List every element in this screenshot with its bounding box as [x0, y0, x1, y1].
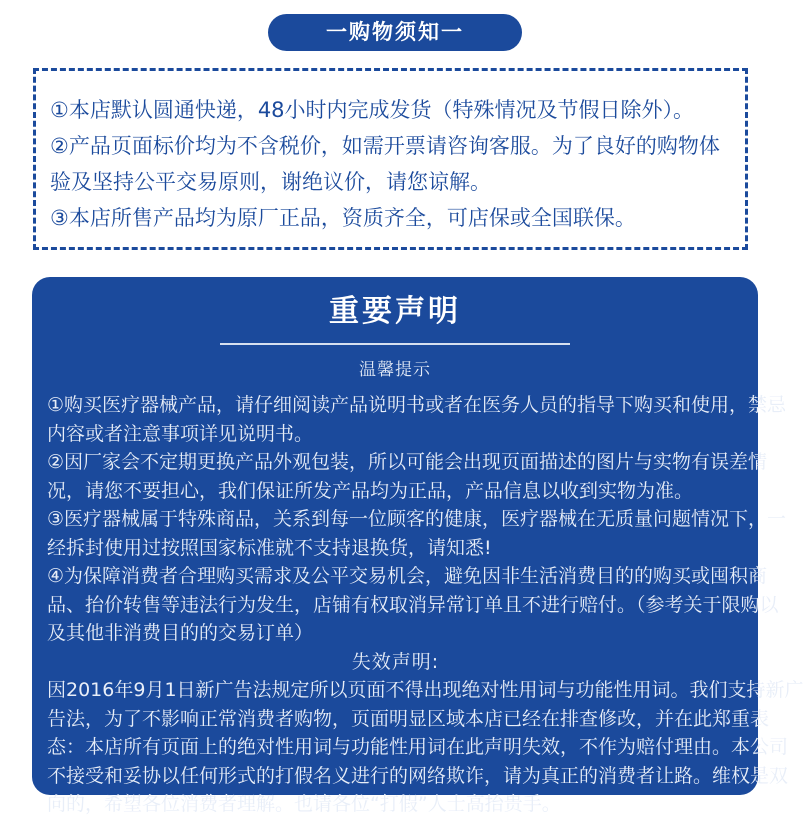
page-title-banner — [0, 14, 790, 51]
invalidation-statement-title: 失效声明: — [351, 650, 440, 673]
statement-tip-line: 品、抬价转售等违法行为发生，店铺有权取消异常订单且不进行赔付。（参考关于限购以 — [47, 593, 779, 616]
important-statement-panel — [32, 277, 804, 815]
invalidation-statement-line: 不接受和妥协以任何形式的打假名义进行的网络欺诈，请为真正的消费者让路。维权是双 — [47, 764, 789, 787]
statement-tip-line: ②因厂家会不定期更换产品外观包装，所以可能会出现页面描述的图片与实物有误差情 — [47, 451, 768, 473]
statement-tip-line: 经拆封使用过按照国家标准就不支持退换货，请知悉! — [47, 536, 492, 559]
shopping-notice-box — [33, 68, 748, 250]
statement-tip-line: 内容或者注意事项详见说明书。 — [47, 422, 314, 445]
statement-body — [32, 391, 804, 819]
invalidation-statement-line: 态：本店所有页面上的绝对性用词与功能性用词在此声明失效，不作为赔付理由。本公司 — [47, 736, 789, 758]
invalidation-statement-line: 告法，为了不影响正常消费者购物，页面明显区域本店已经在排查修改，并在此郑重表 — [47, 707, 770, 730]
statement-tip-line: ④为保障消费者合理购买需求及公平交易机会，避免因非生活消费目的的购买或囤积商 — [47, 565, 768, 587]
shopping-notice-content — [36, 71, 745, 236]
heading-divider — [220, 343, 570, 345]
invalidation-statement-line: 向的，希望各位消费者理解。也请各位“打假”人士高抬贵手。 — [47, 793, 561, 815]
statement-heading: 重要声明 — [329, 294, 461, 329]
statement-tip-line: 及其他非消费目的的交易订单） — [47, 622, 314, 644]
shopping-notice-line: ③本店所售产品均为原厂正品，资质齐全，可店保或全国联保。 — [50, 206, 636, 230]
statement-tip-line: 况，请您不要担心，我们保证所发产品均为正品，产品信息以收到实物为准。 — [47, 479, 694, 502]
statement-subheading: 温馨提示 — [359, 360, 431, 380]
statement-tip-line: ③医疗器械属于特殊商品，关系到每一位顾客的健康，医疗器械在无质量问题情况下，一 — [47, 508, 787, 530]
shopping-notice-line: ②产品页面标价均为不含税价，如需开票请咨询客服。为了良好的购物体 — [50, 134, 720, 158]
statement-tip-line: ①购买医疗器械产品，请仔细阅读产品说明书或者在医务人员的指导下购买和使用，禁忌 — [47, 394, 787, 416]
invalidation-statement-line: 因2016年9月1日新广告法规定所以页面不得出现绝对性用词与功能性用词。我们支持新广 — [47, 679, 804, 701]
shopping-notice-line: 验及坚持公平交易原则，谢绝议价，请您谅解。 — [50, 170, 491, 194]
shopping-notice-line: ①本店默认圆通快递，48小时内完成发货（特殊情况及节假日除外）。 — [50, 98, 695, 122]
page-title-pill: 一购物须知一 — [268, 14, 522, 51]
